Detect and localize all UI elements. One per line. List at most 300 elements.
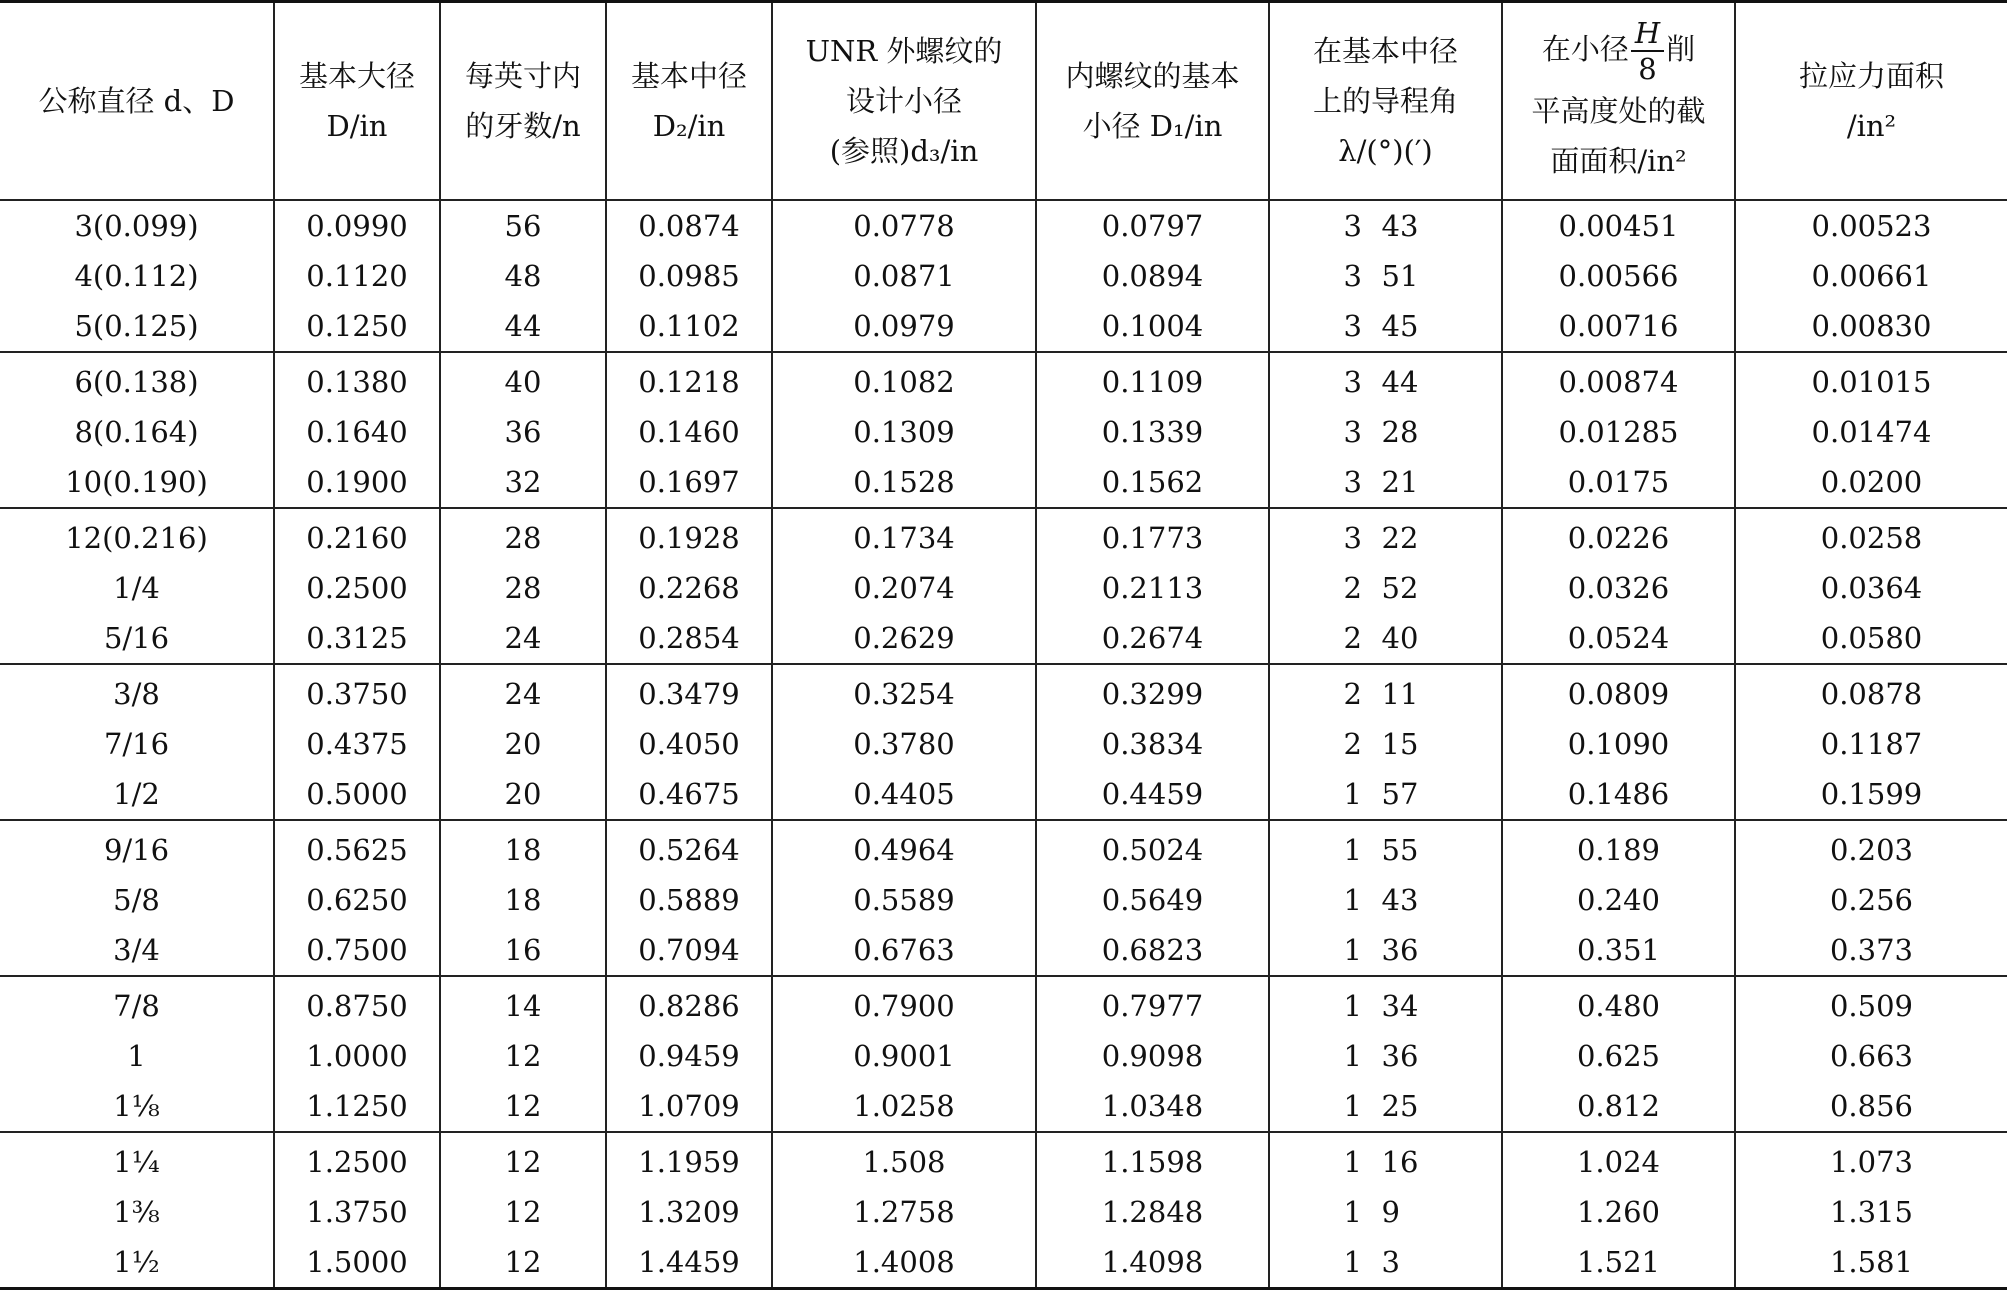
cell-tpi: 18 [440,875,606,925]
cell-minor-area: 0.00566 [1502,251,1735,301]
cell-major-diameter: 1.0000 [274,1031,440,1081]
header-internal-minor-diameter [1036,2,1269,201]
table-row [0,1237,2007,1289]
cell-nominal-diameter: 1/2 [113,777,160,811]
cell-tpi: 12 [440,1081,606,1132]
cell-nominal-diameter: 1⅜ [113,1195,160,1229]
lead-angle-value [1344,259,1428,293]
cell-lead-angle [1269,925,1502,976]
lead-angle-minutes: 36 [1381,1039,1419,1073]
cell-major-diameter: 0.1120 [274,251,440,301]
table-row [0,508,2007,563]
header-text: 在基本中径 [1312,34,1458,68]
table-row [0,457,2007,508]
cell-tpi: 20 [440,769,606,820]
cell-tpi: 24 [440,664,606,719]
cell-pitch-diameter: 0.9459 [606,1031,772,1081]
cell-internal-minor: 0.1339 [1036,407,1269,457]
header-text: 基本中径 [630,59,747,93]
cell-lead-angle [1269,508,1502,563]
cell-stress-area: 0.256 [1735,875,2007,925]
cell-major-diameter: 0.4375 [274,719,440,769]
cell-internal-minor: 0.0894 [1036,251,1269,301]
lead-angle-value [1344,933,1428,967]
cell-stress-area: 0.00661 [1735,251,2007,301]
cell-pitch-diameter: 0.8286 [606,976,772,1031]
cell-tpi: 18 [440,820,606,875]
header-text: D₂/in [652,109,726,143]
header-text: 在小径 [1541,32,1629,66]
cell-major-diameter: 1.3750 [274,1187,440,1237]
cell-major-diameter: 1.1250 [274,1081,440,1132]
cell-internal-minor: 0.4459 [1036,769,1269,820]
cell-minor-area: 0.812 [1502,1081,1735,1132]
cell-lead-angle [1269,1132,1502,1187]
cell-nominal-diameter: 12(0.216) [0,508,274,563]
header-text: UNR 外螺纹的 [805,34,1003,68]
lead-angle-degrees: 3 [1343,521,1362,555]
cell-lead-angle [1269,769,1502,820]
cell-minor-area: 0.00874 [1502,352,1735,407]
lead-angle-value [1344,1089,1428,1123]
cell-unr-minor: 0.6763 [772,925,1036,976]
cell-major-diameter: 0.5625 [274,820,440,875]
cell-pitch-diameter: 0.4050 [606,719,772,769]
lead-angle-minutes: 25 [1381,1089,1419,1123]
table-row [0,563,2007,613]
cell-major-diameter: 0.2500 [274,563,440,613]
cell-internal-minor: 0.1773 [1036,508,1269,563]
table-row [0,820,2007,875]
header-text: 平高度处的截 [1531,94,1706,128]
cell-pitch-diameter: 0.1102 [606,301,772,352]
cell-tpi: 16 [440,925,606,976]
fraction-numerator: H [1631,16,1664,52]
cell-nominal-diameter: 1/4 [113,571,160,605]
cell-tpi: 56 [440,200,606,251]
lead-angle-minutes: 45 [1381,309,1419,343]
cell-minor-area: 0.0809 [1502,664,1735,719]
cell-pitch-diameter: 1.3209 [606,1187,772,1237]
cell-minor-area: 0.189 [1502,820,1735,875]
cell-pitch-diameter: 0.3479 [606,664,772,719]
cell-minor-area: 0.351 [1502,925,1735,976]
lead-angle-degrees: 3 [1343,209,1362,243]
header-nominal-diameter [0,2,274,201]
cell-nominal-diameter: 1¼ [0,1132,274,1187]
lead-angle-minutes: 52 [1381,571,1419,605]
cell-pitch-diameter: 0.0874 [606,200,772,251]
table-row [0,1132,2007,1187]
cell-stress-area: 0.1187 [1735,719,2007,769]
cell-tpi: 24 [440,613,606,664]
cell-lead-angle [1269,200,1502,251]
lead-angle-value [1344,1145,1428,1179]
lead-angle-degrees: 3 [1343,309,1362,343]
cell-lead-angle [1269,976,1502,1031]
cell-nominal-diameter: 7/16 [103,727,170,761]
cell-tpi: 48 [440,251,606,301]
lead-angle-degrees: 1 [1343,1089,1362,1123]
cell-lead-angle [1269,719,1502,769]
lead-angle-value [1344,571,1428,605]
cell-pitch-diameter: 0.1697 [606,457,772,508]
lead-angle-degrees: 1 [1343,883,1362,917]
cell-unr-minor: 0.4405 [772,769,1036,820]
lead-angle-degrees: 1 [1343,989,1362,1023]
cell-nominal-diameter: 3/8 [0,664,274,719]
lead-angle-value [1344,309,1428,343]
lead-angle-minutes: 44 [1381,365,1419,399]
cell-pitch-diameter: 0.1460 [606,407,772,457]
cell-pitch-diameter: 0.1218 [606,352,772,407]
cell-unr-minor: 0.2074 [772,563,1036,613]
lead-angle-degrees: 2 [1343,727,1362,761]
cell-internal-minor: 0.2674 [1036,613,1269,664]
cell-minor-area: 0.0226 [1502,508,1735,563]
table-row [0,613,2007,664]
cell-major-diameter: 0.3750 [274,664,440,719]
cell-major-diameter: 0.1900 [274,457,440,508]
cell-pitch-diameter: 1.4459 [606,1237,772,1289]
cell-stress-area: 0.0580 [1735,613,2007,664]
cell-unr-minor: 1.0258 [772,1081,1036,1132]
cell-minor-area: 1.260 [1502,1187,1735,1237]
cell-pitch-diameter: 0.7094 [606,925,772,976]
cell-major-diameter: 0.2160 [274,508,440,563]
lead-angle-minutes: 15 [1381,727,1419,761]
lead-angle-degrees: 1 [1343,1039,1362,1073]
cell-lead-angle [1269,1031,1502,1081]
header-line-with-fraction [1541,16,1696,86]
lead-angle-value [1344,727,1428,761]
table-row [0,352,2007,407]
fraction-denominator: 8 [1638,52,1657,86]
table-row [0,301,2007,352]
header-text: 上的导程角 [1312,84,1458,118]
header-basic-pitch-diameter [606,2,772,201]
cell-tpi: 32 [440,457,606,508]
table-header [0,2,2007,201]
header-basic-major-diameter [274,2,440,201]
cell-stress-area: 0.203 [1735,820,2007,875]
header-row [0,2,2007,201]
lead-angle-value [1344,883,1428,917]
cell-unr-minor: 0.2629 [772,613,1036,664]
header-text: 内螺纹的基本 [1065,59,1240,93]
lead-angle-value [1344,621,1428,655]
cell-unr-minor: 0.3254 [772,664,1036,719]
lead-angle-minutes: 11 [1381,677,1419,711]
table-row [0,1081,2007,1132]
cell-internal-minor: 0.6823 [1036,925,1269,976]
lead-angle-value [1344,465,1428,499]
cell-internal-minor: 0.5649 [1036,875,1269,925]
lead-angle-value [1344,677,1428,711]
cell-lead-angle [1269,1237,1502,1289]
lead-angle-minutes: 51 [1381,259,1419,293]
cell-nominal-diameter: 5/8 [113,883,160,917]
cell-minor-area: 0.1090 [1502,719,1735,769]
cell-unr-minor: 0.9001 [772,1031,1036,1081]
cell-major-diameter: 0.6250 [274,875,440,925]
cell-internal-minor: 1.4098 [1036,1237,1269,1289]
header-text: 每英寸内 [464,59,581,93]
cell-stress-area: 0.00523 [1735,200,2007,251]
cell-stress-area: 0.856 [1735,1081,2007,1132]
cell-pitch-diameter: 1.1959 [606,1132,772,1187]
cell-tpi: 28 [440,508,606,563]
cell-internal-minor: 0.1109 [1036,352,1269,407]
cell-tpi: 12 [440,1031,606,1081]
cell-stress-area: 0.0878 [1735,664,2007,719]
cell-nominal-diameter: 9/16 [0,820,274,875]
lead-angle-value [1344,415,1428,449]
lead-angle-degrees: 2 [1343,571,1362,605]
lead-angle-value [1344,989,1428,1023]
lead-angle-minutes: 43 [1381,883,1419,917]
lead-angle-value [1344,777,1428,811]
lead-angle-value [1344,521,1428,555]
cell-unr-minor: 0.3780 [772,719,1036,769]
cell-stress-area: 0.1599 [1735,769,2007,820]
lead-angle-degrees: 3 [1343,465,1362,499]
cell-stress-area: 0.0364 [1735,563,2007,613]
cell-nominal-diameter: 3/4 [113,933,160,967]
cell-stress-area: 0.663 [1735,1031,2007,1081]
cell-pitch-diameter: 0.5264 [606,820,772,875]
lead-angle-minutes: 28 [1381,415,1419,449]
fraction-h-over-8 [1631,16,1664,86]
lead-angle-value [1344,833,1428,867]
cell-stress-area: 0.509 [1735,976,2007,1031]
cell-tpi: 40 [440,352,606,407]
cell-nominal-diameter: 6(0.138) [0,352,274,407]
lead-angle-minutes: 43 [1381,209,1419,243]
cell-pitch-diameter: 0.4675 [606,769,772,820]
cell-stress-area: 0.0258 [1735,508,2007,563]
table-row [0,251,2007,301]
cell-tpi: 36 [440,407,606,457]
lead-angle-degrees: 2 [1343,621,1362,655]
lead-angle-value [1344,365,1428,399]
lead-angle-degrees: 1 [1343,833,1362,867]
cell-stress-area: 1.581 [1735,1237,2007,1289]
cell-stress-area: 0.373 [1735,925,2007,976]
cell-tpi: 44 [440,301,606,352]
cell-tpi: 20 [440,719,606,769]
cell-pitch-diameter: 0.5889 [606,875,772,925]
cell-unr-minor: 1.508 [772,1132,1036,1187]
lead-angle-value [1344,209,1428,243]
cell-unr-minor: 0.0871 [772,251,1036,301]
lead-angle-minutes: 55 [1381,833,1419,867]
lead-angle-minutes: 40 [1381,621,1419,655]
cell-nominal-diameter: 10(0.190) [65,465,208,499]
lead-angle-minutes: 22 [1381,521,1419,555]
cell-internal-minor: 0.3834 [1036,719,1269,769]
table-row [0,976,2007,1031]
header-threads-per-inch [440,2,606,201]
cell-minor-area: 0.0175 [1502,457,1735,508]
cell-major-diameter: 1.2500 [274,1132,440,1187]
cell-stress-area: 1.315 [1735,1187,2007,1237]
cell-internal-minor: 0.1562 [1036,457,1269,508]
cell-lead-angle [1269,1187,1502,1237]
lead-angle-degrees: 1 [1343,777,1362,811]
lead-angle-minutes: 34 [1381,989,1419,1023]
cell-major-diameter: 0.7500 [274,925,440,976]
header-section-area-minor [1502,2,1735,201]
cell-unr-minor: 0.1309 [772,407,1036,457]
table-row [0,1031,2007,1081]
cell-unr-minor: 1.4008 [772,1237,1036,1289]
cell-major-diameter: 0.1380 [274,352,440,407]
cell-tpi: 12 [440,1132,606,1187]
header-text: 设计小径 [845,84,962,118]
cell-lead-angle [1269,251,1502,301]
cell-internal-minor: 0.1004 [1036,301,1269,352]
lead-angle-minutes: 9 [1381,1195,1400,1229]
cell-internal-minor: 1.2848 [1036,1187,1269,1237]
cell-internal-minor: 0.9098 [1036,1031,1269,1081]
header-lead-angle [1269,2,1502,201]
header-tensile-stress-area [1735,2,2007,201]
cell-unr-minor: 0.1528 [772,457,1036,508]
cell-pitch-diameter: 0.2854 [606,613,772,664]
header-text: 面面积/in² [1550,144,1687,178]
cell-pitch-diameter: 0.1928 [606,508,772,563]
header-text: 削 [1666,32,1696,66]
cell-unr-minor: 0.1082 [772,352,1036,407]
cell-lead-angle [1269,563,1502,613]
cell-nominal-diameter: 7/8 [0,976,274,1031]
table-row [0,925,2007,976]
cell-minor-area: 0.0524 [1502,613,1735,664]
cell-internal-minor: 1.1598 [1036,1132,1269,1187]
lead-angle-value [1344,1039,1428,1073]
lead-angle-minutes: 21 [1381,465,1419,499]
header-text: 公称直径 d、D [38,84,235,118]
cell-internal-minor: 1.0348 [1036,1081,1269,1132]
header-text: (参照)d₃/in [829,134,979,168]
cell-unr-minor: 0.0979 [772,301,1036,352]
cell-tpi: 14 [440,976,606,1031]
lead-angle-degrees: 1 [1343,1145,1362,1179]
cell-nominal-diameter: 8(0.164) [74,415,199,449]
lead-angle-value [1344,1245,1428,1279]
table-row [0,664,2007,719]
cell-internal-minor: 0.3299 [1036,664,1269,719]
lead-angle-degrees: 3 [1343,415,1362,449]
table-row [0,407,2007,457]
table-row [0,719,2007,769]
header-text: 小径 D₁/in [1082,109,1223,143]
table-row [0,875,2007,925]
lead-angle-degrees: 3 [1343,365,1362,399]
cell-minor-area: 0.625 [1502,1031,1735,1081]
cell-lead-angle [1269,407,1502,457]
lead-angle-minutes: 57 [1381,777,1419,811]
cell-pitch-diameter: 1.0709 [606,1081,772,1132]
header-text: 的牙数/n [465,109,581,143]
cell-minor-area: 0.480 [1502,976,1735,1031]
cell-stress-area: 0.01015 [1735,352,2007,407]
cell-lead-angle [1269,457,1502,508]
lead-angle-degrees: 3 [1343,259,1362,293]
cell-unr-minor: 0.4964 [772,820,1036,875]
cell-nominal-diameter: 4(0.112) [74,259,199,293]
cell-major-diameter: 1.5000 [274,1237,440,1289]
cell-unr-minor: 0.7900 [772,976,1036,1031]
cell-unr-minor: 0.1734 [772,508,1036,563]
cell-major-diameter: 0.1640 [274,407,440,457]
cell-internal-minor: 0.5024 [1036,820,1269,875]
cell-internal-minor: 0.7977 [1036,976,1269,1031]
cell-pitch-diameter: 0.0985 [606,251,772,301]
cell-lead-angle [1269,875,1502,925]
header-text: 基本大径 [298,59,415,93]
cell-tpi: 12 [440,1237,606,1289]
cell-nominal-diameter: 1 [127,1039,146,1073]
header-text: 拉应力面积 [1798,59,1944,93]
cell-minor-area: 0.0326 [1502,563,1735,613]
cell-lead-angle [1269,1081,1502,1132]
cell-lead-angle [1269,613,1502,664]
cell-stress-area: 1.073 [1735,1132,2007,1187]
table-row [0,1187,2007,1237]
cell-major-diameter: 0.0990 [274,200,440,251]
header-text: /in² [1846,109,1897,143]
lead-angle-minutes: 16 [1381,1145,1419,1179]
header-text: D/in [326,109,388,143]
cell-lead-angle [1269,820,1502,875]
cell-lead-angle [1269,664,1502,719]
lead-angle-degrees: 1 [1343,933,1362,967]
table-row [0,200,2007,251]
cell-minor-area: 0.1486 [1502,769,1735,820]
cell-nominal-diameter: 5(0.125) [74,309,199,343]
cell-tpi: 12 [440,1187,606,1237]
cell-nominal-diameter: 5/16 [103,621,170,655]
cell-lead-angle [1269,352,1502,407]
cell-major-diameter: 0.5000 [274,769,440,820]
cell-tpi: 28 [440,563,606,613]
cell-lead-angle [1269,301,1502,352]
header-text: λ/(°)(′) [1338,134,1433,168]
lead-angle-minutes: 36 [1381,933,1419,967]
lead-angle-degrees: 1 [1343,1245,1362,1279]
table-body [0,200,2007,1289]
cell-major-diameter: 0.3125 [274,613,440,664]
cell-pitch-diameter: 0.2268 [606,563,772,613]
lead-angle-degrees: 1 [1343,1195,1362,1229]
lead-angle-minutes: 3 [1381,1245,1400,1279]
lead-angle-degrees: 2 [1343,677,1362,711]
cell-minor-area: 0.00716 [1502,301,1735,352]
cell-stress-area: 0.0200 [1735,457,2007,508]
cell-minor-area: 0.00451 [1502,200,1735,251]
lead-angle-value [1344,1195,1428,1229]
table-row [0,769,2007,820]
cell-unr-minor: 0.0778 [772,200,1036,251]
cell-unr-minor: 0.5589 [772,875,1036,925]
cell-minor-area: 1.024 [1502,1132,1735,1187]
cell-stress-area: 0.01474 [1735,407,2007,457]
cell-internal-minor: 0.2113 [1036,563,1269,613]
cell-nominal-diameter: 1½ [0,1237,274,1289]
header-unr-minor-diameter [772,2,1036,201]
